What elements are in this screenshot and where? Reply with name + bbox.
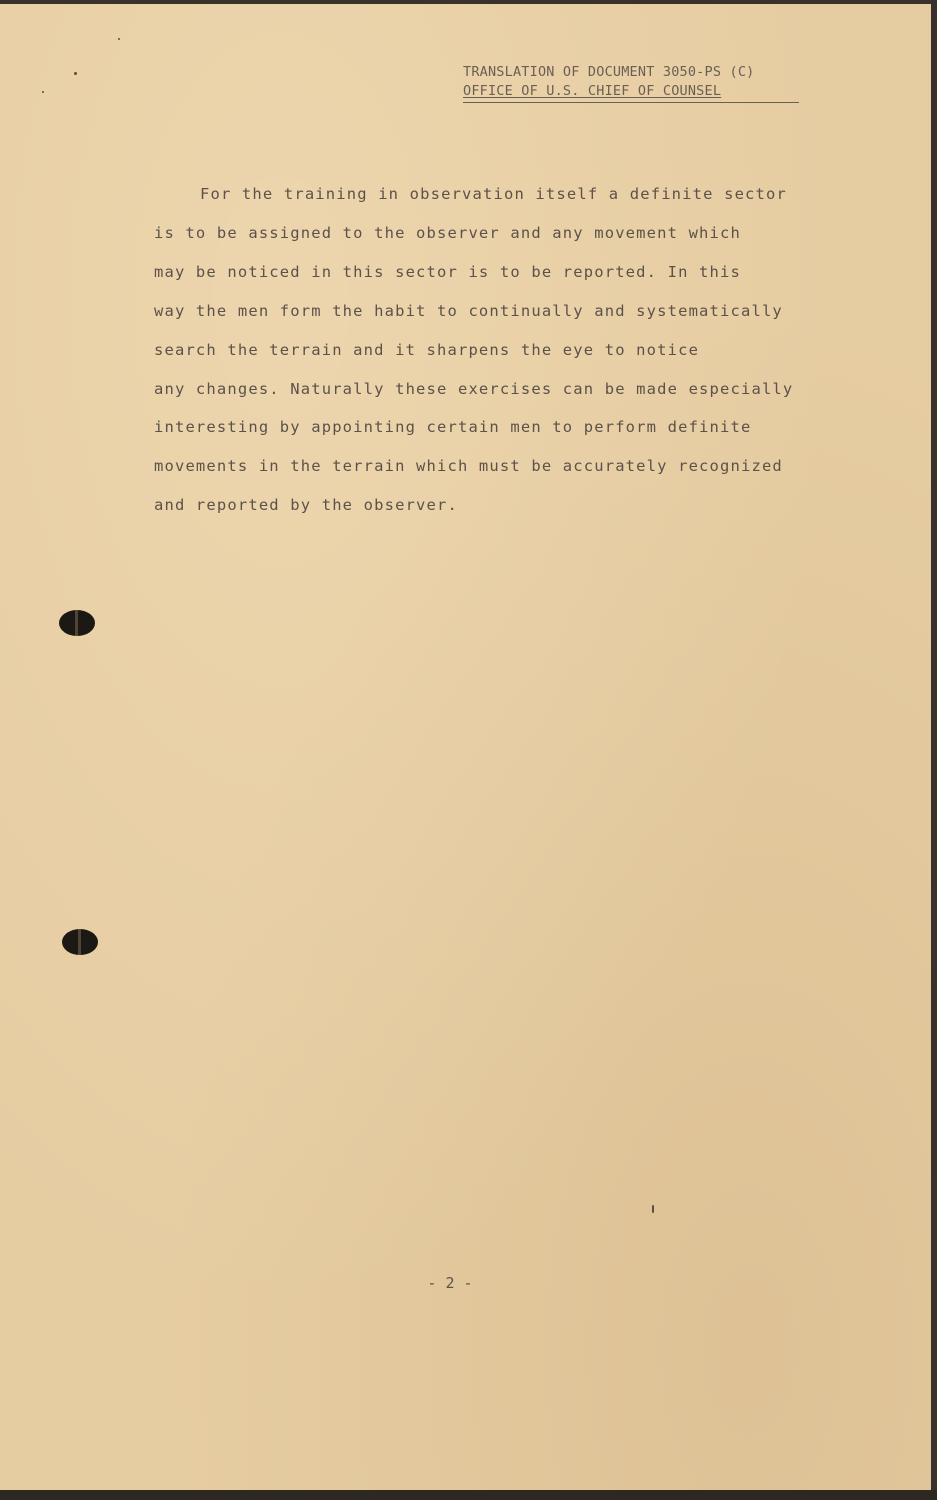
body-line: search the terrain and it sharpens the eye to notice <box>154 340 700 359</box>
body-line: For the training in observation itself a definite sector <box>200 185 787 203</box>
body-line: interesting by appointing certain men to perform definite <box>154 418 752 437</box>
body-line: and reported by the observer. <box>154 496 458 515</box>
body-line: is to be assigned to the observer and any movement which <box>154 223 741 242</box>
punch-hole-lower <box>62 929 98 955</box>
header-office-line: OFFICE OF U.S. CHIEF OF COUNSEL <box>463 83 722 99</box>
header-underline <box>463 102 799 103</box>
scan-edge-top <box>0 0 937 4</box>
punch-hole-upper <box>59 610 95 636</box>
body-line: may be noticed in this sector is to be reported. In this <box>154 262 741 281</box>
header-translation-line: TRANSLATION OF DOCUMENT 3050-PS (C) <box>463 64 755 80</box>
body-line: movements in the terrain which must be accurately recognized <box>154 457 783 476</box>
page-number: - 2 - <box>427 1274 473 1292</box>
paper-speck <box>42 91 44 93</box>
body-line: any changes. Naturally these exercises can be made especially <box>154 379 794 398</box>
paper-speck <box>74 72 77 75</box>
scan-edge-bottom <box>0 1490 937 1500</box>
body-line: way the men form the habit to continually and systematically <box>154 301 783 320</box>
paper-speck <box>652 1205 654 1213</box>
scan-edge-right <box>931 0 937 1500</box>
body-paragraph <box>154 175 874 525</box>
document-header <box>463 63 799 103</box>
paper-speck <box>118 38 120 40</box>
